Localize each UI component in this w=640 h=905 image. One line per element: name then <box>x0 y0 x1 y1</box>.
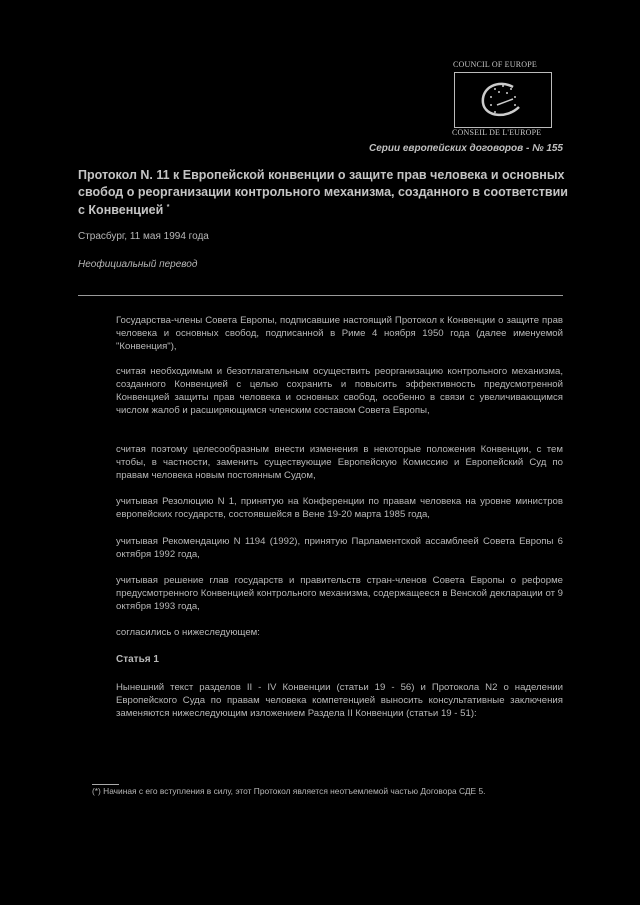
council-of-europe-logo <box>454 72 552 128</box>
date-place: Страсбург, 11 мая 1994 года <box>78 231 209 242</box>
logo-top-text: COUNCIL OF EUROPE <box>453 60 537 69</box>
footnote: (*) Начиная с его вступления в силу, этот Протокол является неотъемлемой частью Договора СДЕ 5. <box>92 786 486 796</box>
logo-emblem-icon <box>455 73 551 127</box>
article-heading: Статья 1 <box>116 654 159 665</box>
unofficial-translation-label: Неофициальный перевод <box>78 259 198 270</box>
paragraph: считая необходимым и безотлагательным осуществить реорганизацию контрольного механизма, созданного Конвенцией с целью сохранить и повысить эффективность предусмотренной Конвенцией защиты прав человека и основных свобод, особенно в связи с увеличивающимся числом жалоб и расширяющимся членским составом Совета Европы, <box>116 366 563 416</box>
series-label: Серии европейских договоров - № 155 <box>368 143 563 154</box>
title-text: Протокол N. 11 к Европейской конвенции о защите прав человека и основных свобод о реорганизации контрольного механизма, созданного в соответствии с Конвенцией <box>78 168 568 218</box>
page-title <box>78 167 568 219</box>
article-text: Нынешний текст разделов II - IV Конвенции (статьи 19 - 56) и Протокола N2 о наделении Европейского Суда по правам человека компетенцией выносить консультативные заключения заменяются нижеследующим изложением Раздела II Конвенции (статьи 19 - 51): <box>116 682 563 719</box>
footnote-divider <box>92 784 119 785</box>
paragraph: Государства-члены Совета Европы, подписавшие настоящий Протокол к Конвенции о защите прав человека и основных свобод, подписанной в Риме 4 ноября 1950 года (далее именуемой "Конвенция"), <box>116 315 563 352</box>
divider <box>78 295 563 296</box>
paragraph: согласились о нижеследующем: <box>116 627 260 638</box>
footnote-mark: * <box>166 204 170 211</box>
paragraph: учитывая Рекомендацию N 1194 (1992), принятую Парламентской ассамблеей Совета Европы 6 октября 1992 года, <box>116 536 563 560</box>
paragraph: учитывая Резолюцию N 1, принятую на Конференции по правам человека на уровне министров европейских государств, состоявшейся в Вене 19-20 марта 1985 года, <box>116 496 563 520</box>
paragraph: учитывая решение глав государств и правительств стран-членов Совета Европы о реформе предусмотренного Конвенцией контрольного механизма, содержащееся в Венской декларации от 9 октября 1993 года, <box>116 575 563 612</box>
logo-bottom-text: CONSEIL DE L'EUROPE <box>452 128 542 137</box>
paragraph: считая поэтому целесообразным внести изменения в некоторые положения Конвенции, с тем чтобы, в частности, заменить существующие Европейскую Комиссию и Европейский Суд по правам человека новым постоянным Судом, <box>116 444 563 481</box>
